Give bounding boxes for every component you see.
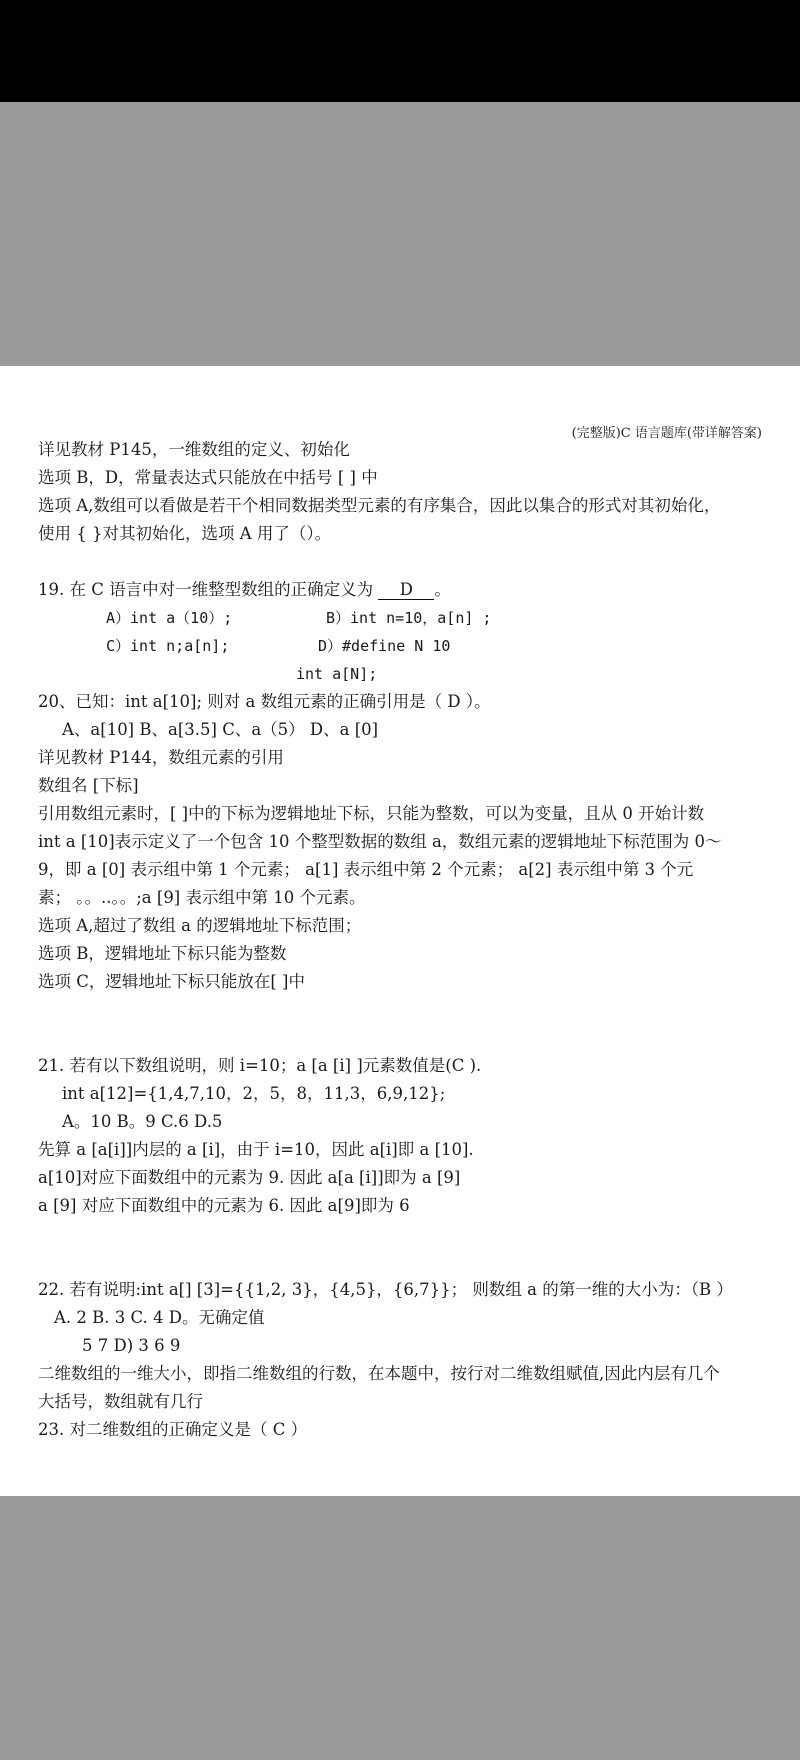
question-23: 23. 对二维数组的正确定义是（ C ）: [38, 1420, 308, 1439]
text-line: a[10]对应下面数组中的元素为 9. 因此 a[a [i]]即为 a [9]: [38, 1168, 461, 1187]
text-line: 二维数组的一维大小，即指二维数组的行数，在本题中，按行对二维数组赋值,因此内层有几个: [38, 1364, 720, 1383]
text-line: 9，即 a [0] 表示组中第 1 个元素； a[1] 表示组中第 2 个元素； a[2] 表示组中第 3 个元: [38, 860, 694, 879]
question-22-options-cont: 5 7 D) 3 6 9: [82, 1336, 181, 1355]
document-page: [0, 366, 800, 1496]
text-line: 引用数组元素时，[ ]中的下标为逻辑地址下标，只能为整数，可以为变量，且从 0 开始计数: [38, 804, 705, 823]
question-20: 20、已知：int a[10]; 则对 a 数组元素的正确引用是（ D ）。: [38, 692, 491, 711]
option-d: D）#define N 10: [318, 637, 451, 655]
running-header: (完整版)C 语言题库(带详解答案): [571, 426, 762, 441]
text-line: 详见教材 P144，数组元素的引用: [38, 748, 284, 767]
text-line: 选项 C，逻辑地址下标只能放在[ ]中: [38, 972, 305, 991]
question-22: 22. 若有说明:int a[] [3]={{1,2, 3}，{4,5}，{6,7}}； 则数组 a 的第一维的大小为：（B ）: [38, 1280, 733, 1299]
question-19-answer: D: [378, 581, 434, 600]
question-19: [38, 580, 451, 600]
question-22-options: A. 2 B. 3 C. 4 D。无确定值: [54, 1308, 265, 1327]
question-21: 21. 若有以下数组说明，则 i=10；a [a [i] ]元素数值是(C ).: [38, 1056, 482, 1075]
question-19-end: 。: [434, 580, 451, 599]
text-line: 素； 。。..。。;a [9] 表示组中第 10 个元素。: [38, 888, 366, 907]
option-c: C）int n;a[n];: [106, 637, 230, 655]
text-line: 数组名 [下标]: [38, 776, 139, 795]
text-line: 选项 A,数组可以看做是若干个相同数据类型元素的有序集合，因此以集合的形式对其初始化，: [38, 496, 721, 515]
text-line: 选项 B，逻辑地址下标只能为整数: [38, 944, 287, 963]
text-line: 大括号，数组就有几行: [38, 1392, 203, 1411]
option-b: B）int n=10，a[n] ;: [326, 609, 492, 627]
text-line: 详见教材 P145，一维数组的定义、初始化: [38, 440, 350, 459]
question-20-options: A、a[10] B、a[3.5] C、a（5） D、a [0]: [62, 720, 379, 739]
text-line: a [9] 对应下面数组中的元素为 6. 因此 a[9]即为 6: [38, 1196, 410, 1215]
top-black-bar: [0, 0, 800, 102]
text-line: 使用 { }对其初始化，选项 A 用了（）。: [38, 524, 332, 543]
text-line: 选项 A,超过了数组 a 的逻辑地址下标范围；: [38, 916, 362, 935]
option-a: A）int a（10）;: [106, 609, 233, 627]
text-line: int a [10]表示定义了一个包含 10 个整型数据的数组 a，数组元素的逻辑地址下标范围为 0～: [38, 832, 722, 851]
option-d-cont: int a[N];: [296, 665, 378, 683]
question-21-code: int a[12]={1,4,7,10，2，5，8，11,3，6,9,12};: [62, 1084, 446, 1103]
text-line: 选项 B，D，常量表达式只能放在中括号 [ ] 中: [38, 468, 378, 487]
text-line: 先算 a [a[i]]内层的 a [i]，由于 i=10，因此 a[i]即 a [10].: [38, 1140, 474, 1159]
question-19-stem: 19. 在 C 语言中对一维整型数组的正确定义为: [38, 580, 374, 599]
question-21-options: A。10 B。9 C.6 D.5: [62, 1112, 223, 1131]
